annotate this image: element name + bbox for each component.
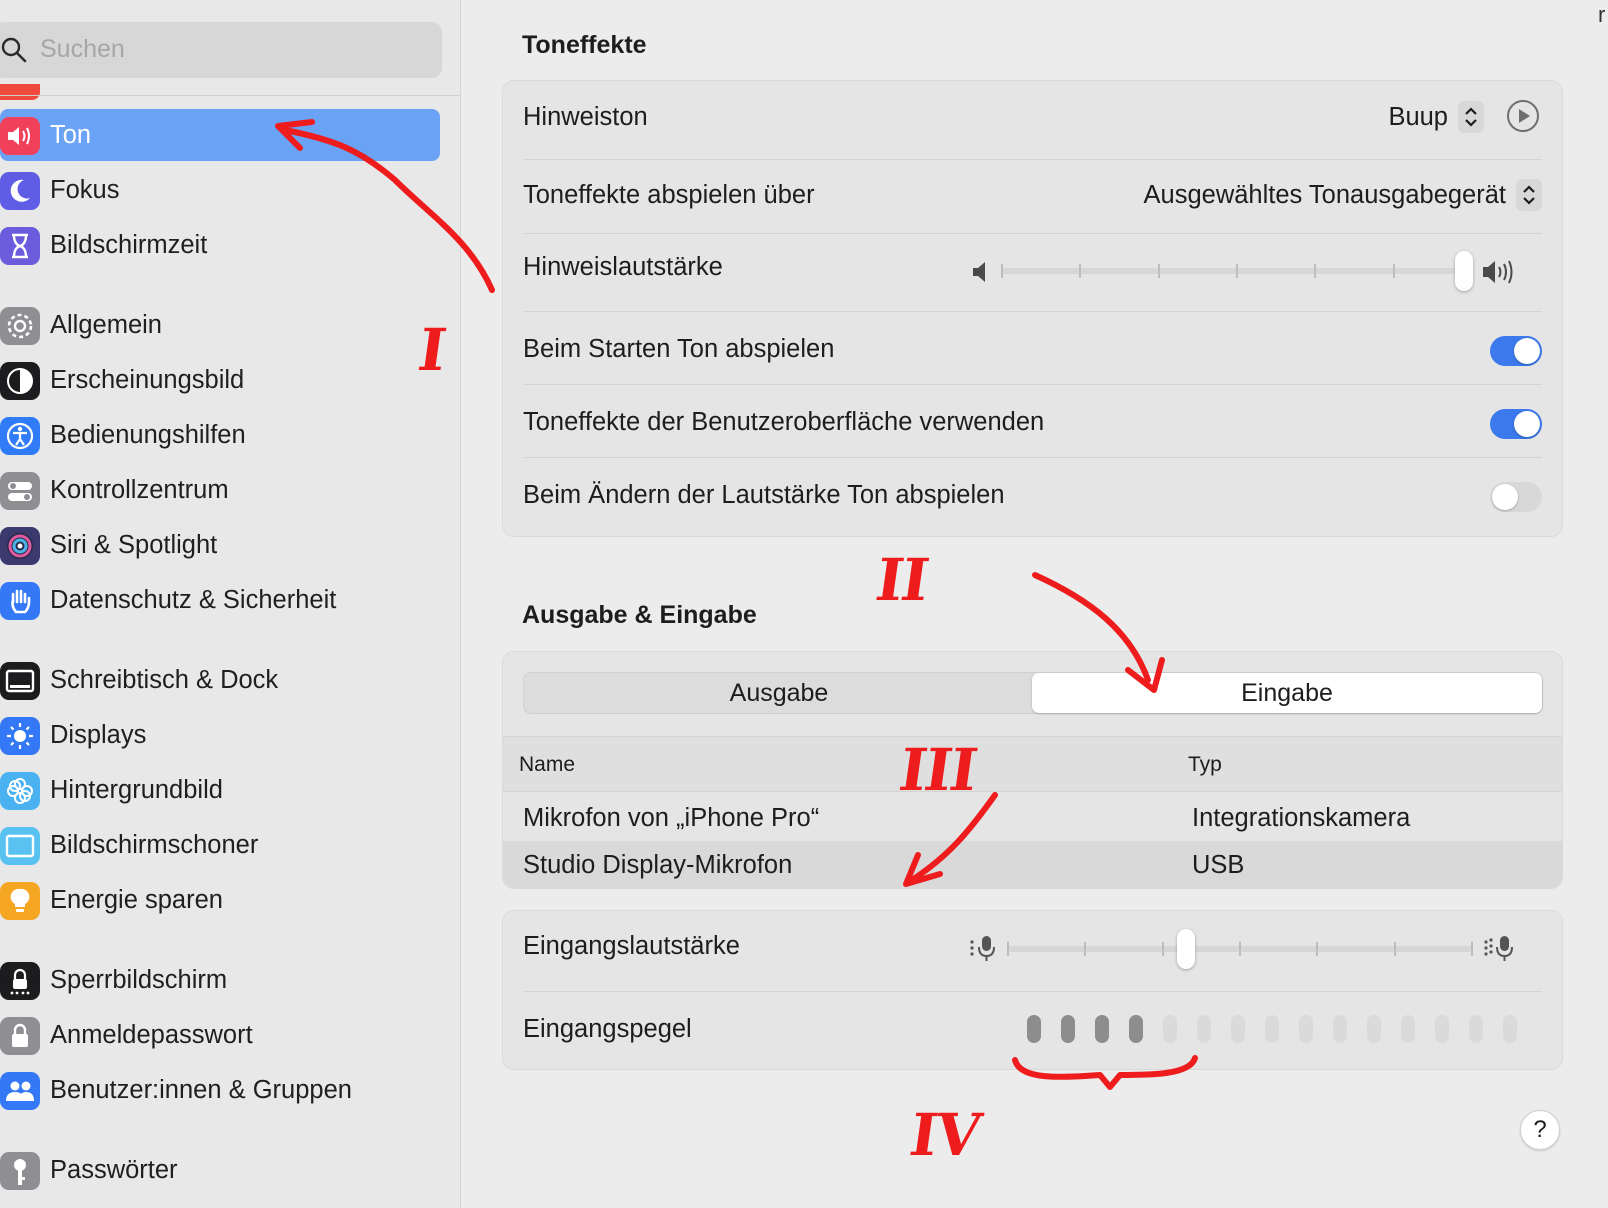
sidebar-item-label: Ton <box>50 121 92 149</box>
tab-eingabe[interactable]: Eingabe <box>1032 673 1542 713</box>
dock-icon <box>0 662 40 700</box>
sidebar-item-bedienungshilfen[interactable] <box>0 409 440 461</box>
hinweiston-popup[interactable] <box>1388 101 1484 133</box>
moon-icon <box>0 172 40 210</box>
ui-toneffekte-toggle[interactable] <box>1490 409 1542 439</box>
volume-low-icon <box>971 259 993 285</box>
sidebar-item-label: Kontrollzentrum <box>50 476 229 504</box>
gear-icon <box>0 307 40 345</box>
play-icon[interactable] <box>1506 99 1540 133</box>
screensaver-icon <box>0 827 40 865</box>
sidebar-item-schreibtisch-dock[interactable] <box>0 654 440 706</box>
sidebar-item-label: Fokus <box>50 176 120 204</box>
sidebar-item-hintergrundbild[interactable] <box>0 764 440 816</box>
partial-sidebar-icon <box>0 84 40 100</box>
level-bar <box>1469 1015 1483 1043</box>
sidebar-item-label: Erscheinungsbild <box>50 366 245 394</box>
level-bar <box>1503 1015 1517 1043</box>
sun-icon <box>0 717 40 755</box>
appearance-icon <box>0 362 40 400</box>
beim-starten-label: Beim Starten Ton abspielen <box>523 335 835 363</box>
siri-icon <box>0 527 40 565</box>
column-header-typ[interactable]: Typ <box>1188 753 1222 776</box>
abspielen-ueber-label: Toneffekte abspielen über <box>523 181 815 209</box>
level-bar <box>1061 1015 1075 1043</box>
sidebar-item-label: Bildschirmschoner <box>50 831 259 859</box>
device-row[interactable] <box>503 794 1562 841</box>
slider-tick <box>1079 264 1081 278</box>
sidebar-divider <box>0 95 461 96</box>
sidebar-item-bildschirmschoner[interactable] <box>0 819 440 871</box>
slider-tick <box>1158 264 1160 278</box>
level-bar <box>1027 1015 1041 1043</box>
sidebar-item-label: Siri & Spotlight <box>50 531 218 559</box>
device-name: Mikrofon von „iPhone Pro“ <box>523 804 820 832</box>
slider-tick <box>1394 942 1396 956</box>
search-placeholder: Suchen <box>40 35 125 63</box>
slider-tick <box>1162 942 1164 956</box>
sidebar-item-passwörter[interactable] <box>0 1144 440 1196</box>
stepper-icon <box>1458 101 1484 133</box>
level-bar <box>1435 1015 1449 1043</box>
section-title-toneffekte: Toneffekte <box>522 31 647 59</box>
toggle-knob <box>1514 411 1540 437</box>
input-level-card <box>502 910 1563 1070</box>
level-bar <box>1095 1015 1109 1043</box>
volume-high-icon <box>1481 257 1519 287</box>
row-separator <box>523 233 1542 234</box>
row-separator <box>523 311 1542 312</box>
row-separator <box>523 991 1542 992</box>
device-row[interactable] <box>503 841 1562 888</box>
slider-tick <box>1471 942 1473 956</box>
speaker-icon <box>0 117 40 155</box>
row-separator <box>523 159 1542 160</box>
annotation-label-iv: IV <box>905 1100 984 1169</box>
mic-low-icon <box>969 933 999 963</box>
annotation-label-iii: III <box>895 735 981 804</box>
beim-starten-toggle[interactable] <box>1490 336 1542 366</box>
sidebar-item-siri-spotlight[interactable] <box>0 519 440 571</box>
sidebar-item-label: Displays <box>50 721 147 749</box>
row-separator <box>523 384 1542 385</box>
io-segmented-control <box>523 672 1543 714</box>
sidebar-item-label: Hintergrundbild <box>50 776 223 804</box>
users-icon <box>0 1072 40 1110</box>
lockscreen-icon <box>0 962 40 1000</box>
sidebar-item-label: Anmeldepasswort <box>50 1021 253 1049</box>
device-name: Studio Display-Mikrofon <box>523 851 793 879</box>
eingangspegel-meter <box>1027 1015 1517 1045</box>
level-bar <box>1129 1015 1143 1043</box>
lightbulb-icon <box>0 882 40 920</box>
beim-aendern-label: Beim Ändern der Lautstärke Ton abspielen <box>523 481 1005 509</box>
level-bar <box>1163 1015 1177 1043</box>
accessibility-icon <box>0 417 40 455</box>
sidebar-item-label: Schreibtisch & Dock <box>50 666 279 694</box>
sidebar-item-displays[interactable] <box>0 709 440 761</box>
sidebar-item-label: Datenschutz & Sicherheit <box>50 586 337 614</box>
annotation-label-ii: II <box>871 545 932 614</box>
column-header-name[interactable]: Name <box>519 753 576 776</box>
hourglass-icon <box>0 227 40 265</box>
sidebar-item-label: Bedienungshilfen <box>50 421 246 449</box>
sidebar-item-datenschutz-sicherheit[interactable] <box>0 574 440 626</box>
switches-icon <box>0 472 40 510</box>
sidebar-item-label: Passwörter <box>50 1156 178 1184</box>
device-type: USB <box>1192 851 1245 879</box>
ausgabe-eingabe-card <box>502 651 1563 889</box>
slider-tick <box>1007 942 1009 956</box>
abspielen-ueber-popup[interactable] <box>1144 179 1542 211</box>
slider-tick <box>1314 264 1316 278</box>
slider-tick <box>1001 264 1003 278</box>
slider-thumb[interactable] <box>1177 929 1195 969</box>
sidebar-item-ton[interactable] <box>0 109 440 161</box>
level-bar <box>1367 1015 1381 1043</box>
eingangspegel-label: Eingangspegel <box>523 1015 692 1043</box>
hinweiston-label: Hinweiston <box>523 103 648 131</box>
sidebar-item-benutzer-innen-gruppen[interactable] <box>0 1064 440 1116</box>
section-title-ausgabe-eingabe: Ausgabe & Eingabe <box>522 601 757 629</box>
slider-thumb[interactable] <box>1455 251 1473 291</box>
hand-icon <box>0 582 40 620</box>
help-button[interactable]: ? <box>1520 1110 1560 1150</box>
sidebar-item-label: Allgemein <box>50 311 162 339</box>
sidebar-item-bildschirmzeit[interactable] <box>0 219 440 271</box>
hinweislautstaerke-label: Hinweislautstärke <box>523 253 723 281</box>
sidebar-item-anmeldepasswort[interactable] <box>0 1009 440 1061</box>
level-bar <box>1197 1015 1211 1043</box>
sidebar-item-fokus[interactable] <box>0 164 440 216</box>
main-pane <box>462 0 1608 1208</box>
stepper-icon <box>1516 179 1542 211</box>
ui-toneffekte-label: Toneffekte der Benutzeroberfläche verwenden <box>523 408 1045 436</box>
level-bar <box>1265 1015 1279 1043</box>
mic-high-icon <box>1483 933 1519 963</box>
level-bar <box>1333 1015 1347 1043</box>
abspielen-ueber-value: Ausgewähltes Tonausgabegerät <box>1143 180 1506 209</box>
level-bar <box>1299 1015 1313 1043</box>
lock-icon <box>0 1017 40 1055</box>
search-field[interactable] <box>0 22 442 78</box>
device-table-header <box>503 736 1562 792</box>
toneffekte-card <box>502 80 1563 537</box>
sidebar-item-energie-sparen[interactable] <box>0 874 440 926</box>
slider-tick <box>1236 264 1238 278</box>
level-bar <box>1231 1015 1245 1043</box>
annotation-label-i: I <box>414 315 449 384</box>
tab-ausgabe[interactable]: Ausgabe <box>729 679 829 707</box>
sidebar <box>0 0 461 1208</box>
eingangslautstaerke-label: Eingangslautstärke <box>523 932 740 960</box>
sidebar-item-kontrollzentrum[interactable] <box>0 464 440 516</box>
sidebar-item-allgemein[interactable] <box>0 299 440 351</box>
toggle-knob <box>1514 338 1540 364</box>
flower-icon <box>0 772 40 810</box>
sidebar-item-label: Energie sparen <box>50 886 223 914</box>
row-separator <box>523 457 1542 458</box>
slider-tick <box>1316 942 1318 956</box>
key-icon <box>0 1152 40 1190</box>
level-bar <box>1401 1015 1415 1043</box>
search-icon <box>0 36 28 64</box>
eingangslautstaerke-slider[interactable] <box>1007 927 1473 971</box>
sidebar-item-label: Sperrbildschirm <box>50 966 228 994</box>
sidebar-item-label: Benutzer:innen & Gruppen <box>50 1076 352 1104</box>
slider-tick <box>1084 942 1086 956</box>
slider-tick <box>1239 942 1241 956</box>
sidebar-item-sperrbildschirm[interactable] <box>0 954 440 1006</box>
sidebar-item-erscheinungsbild[interactable] <box>0 354 440 406</box>
sidebar-item-label: Bildschirmzeit <box>50 231 208 259</box>
slider-tick <box>1393 264 1395 278</box>
hinweislautstaerke-slider[interactable] <box>1001 249 1473 293</box>
beim-aendern-toggle[interactable] <box>1490 482 1542 512</box>
toggle-knob <box>1492 484 1518 510</box>
partial-window-edge-text: r <box>1598 2 1606 27</box>
device-type: Integrationskamera <box>1192 804 1411 832</box>
hinweiston-value: Buup <box>1388 102 1448 131</box>
